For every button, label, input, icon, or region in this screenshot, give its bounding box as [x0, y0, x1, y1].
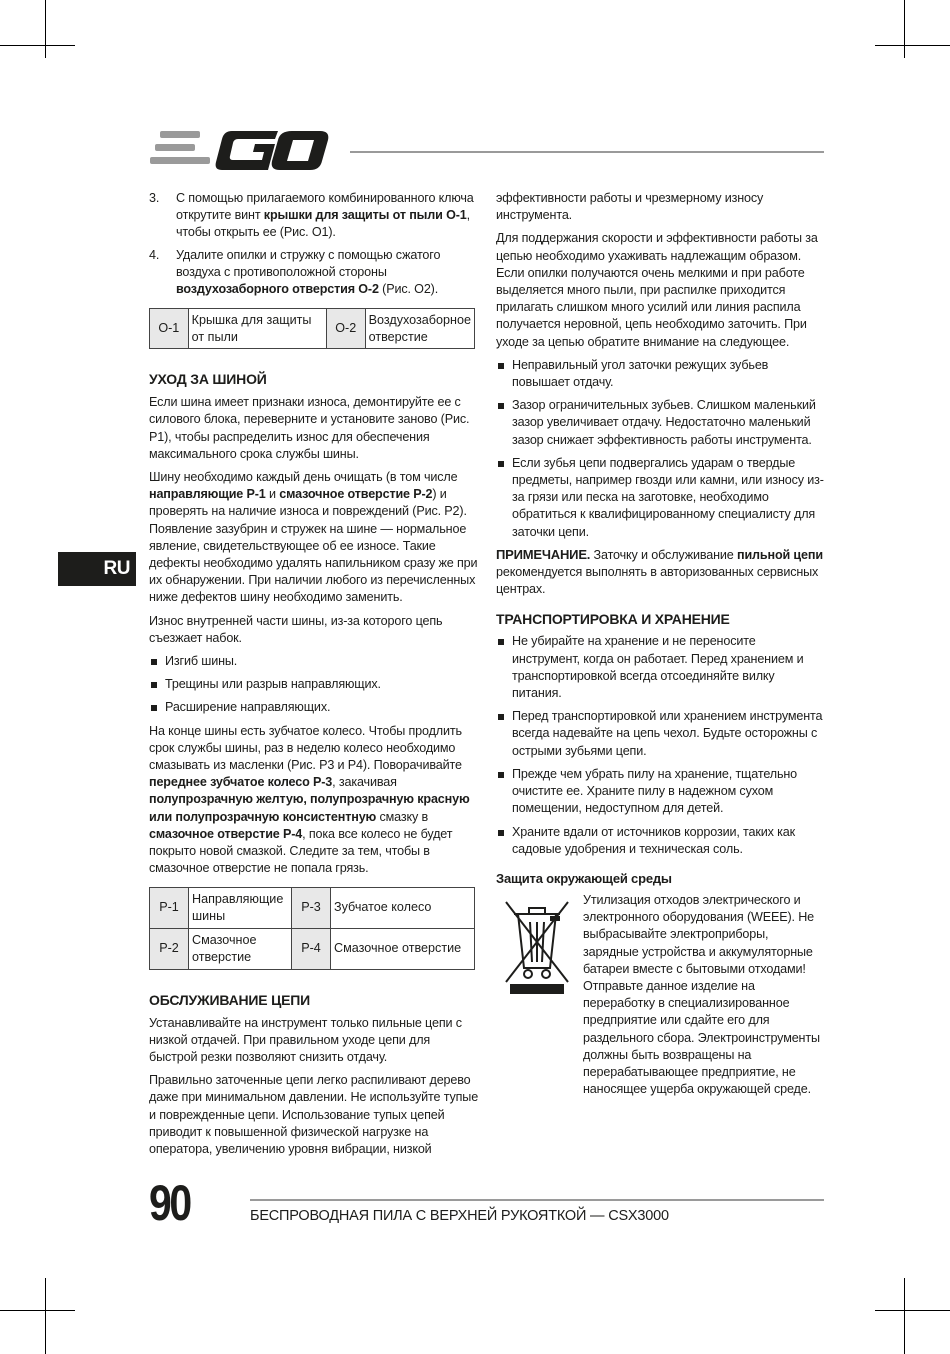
- step-number: 4.: [149, 247, 160, 262]
- footer-rule: [250, 1199, 824, 1201]
- list-item: Если зубья цепи подвергались ударам о твердые предметы, например гвозди или камни, или износу из-за грязи или песка на заготовке, необходимо обратиться к квалифицированному специалисту для заточки цепи.: [496, 455, 826, 541]
- list-item: Прежде чем убрать пилу на хранение, тщательно очистите ее. Храните пилу в надежном сухом помещении, недоступном для детей.: [496, 766, 826, 818]
- legend-label: Направляющие шины: [189, 887, 292, 928]
- dust-cover-legend-table: [149, 308, 475, 349]
- legend-code: P-1: [150, 887, 189, 928]
- legend-code: P-2: [150, 928, 189, 969]
- list-item: Расширение направляющих.: [149, 699, 479, 716]
- bar-legend-table: [149, 887, 475, 970]
- weee-crossed-bin-icon-graphic: [504, 898, 570, 996]
- list-item: Перед транспортировкой или хранением инструмента всегда надевайте на цепь чехол. Будьте осторожны с острыми зубьями цепи.: [496, 708, 826, 760]
- list-item: Зазор ограничительных зубьев. Слишком маленький зазор увеличивает отдачу. Недостаточно маленький зазор снижает эффективность работы инструмента.: [496, 397, 826, 449]
- legend-label: Зубчатое колесо: [331, 887, 475, 928]
- table-row: [150, 928, 475, 969]
- list-item: Изгиб шины.: [149, 653, 479, 670]
- legend-label: Смазочное отверстие: [189, 928, 292, 969]
- ego-logo-graphic: [150, 130, 330, 172]
- bar-care-paragraph: Если шина имеет признаки износа, демонтируйте ее с силового блока, переверните и установите заново (Рис. P1), чтобы распределить износ для обеспечения максимального срока службы шины.: [149, 395, 470, 461]
- note-label: ПРИМЕЧАНИЕ.: [496, 546, 591, 562]
- transport-heading: ТРАНСПОРТИРОВКА И ХРАНЕНИЕ: [496, 611, 730, 628]
- list-item: Не убирайте на хранение и не переносите инструмент, когда он работает. Перед хранением и транспортировкой всегда отсоединяйте вилку питания.: [496, 633, 826, 702]
- sprocket-paragraph: На конце шины есть зубчатое колесо. Чтобы продлить срок службы шины, раз в неделю колесо необходимо смазывать из масленки (Рис. P3 и P4). Поворачивайте переднее зубчатое колесо P-3, закачивая полупрозрачную желтую, полупрозрачную красную или полупрозрачную консистентную смазку в смазочное отверстие P-4, пока все колесо не будет покрыто новой смазкой. Следите за тем, чтобы в смазочное отверстие не попала грязь.: [149, 723, 470, 876]
- chain-paragraph: Устанавливайте на инструмент только пильные цепи с низкой отдачей. При правильном уходе цепи для быстрой резки позволяют снизить отдачу.: [149, 1015, 462, 1064]
- table-row: [150, 887, 475, 928]
- step-3: 3. С помощью прилагаемого комбинированного ключа открутите винт крышки для защиты от пыли O-1, чтобы открыть ее (Рис. O1).: [149, 191, 474, 240]
- bar-care-paragraph: Износ внутренней части шины, из-за которого цепь съезжает набок.: [149, 613, 443, 645]
- legend-label: Воздухозаборное отверстие: [365, 309, 474, 349]
- weee-crossed-bin-icon: [504, 898, 570, 996]
- table-row: [150, 309, 475, 349]
- page-number: 90: [149, 1175, 190, 1231]
- header-rule: [350, 151, 824, 153]
- legend-code: O-2: [326, 309, 365, 349]
- note-paragraph: ПРИМЕЧАНИЕ. Заточку и обслуживание пильной цепи рекомендуется выполнять в авторизованных сервисных центрах.: [496, 546, 823, 597]
- legend-code: P-3: [292, 887, 331, 928]
- bar-care-paragraph: Шину необходимо каждый день очищать (в том числе направляющие P-1 и смазочное отверстие P-2) и проверять на наличие износа и повреждений (Рис. P2). Появление зазубрин и стружек на шине — нормальное явление, свидетельствующее об ее износе. Такие дефекты необходимо удалять напильником сразу же при их обнаружении. При наличии любого из перечисленных ниже дефектов шину необходимо заменить.: [149, 470, 478, 605]
- legend-code: P-4: [292, 928, 331, 969]
- list-item: Неправильный угол заточки режущих зубьев повышает отдачу.: [496, 357, 826, 391]
- list-item: Трещины или разрыв направляющих.: [149, 676, 479, 693]
- chain-paragraph-continued: эффективности работы и чрезмерному износу инструмента.: [496, 191, 764, 223]
- ego-logo: [150, 130, 330, 172]
- left-column: [149, 190, 479, 1158]
- step-4: 4. Удалите опилки и стружку с помощью сжатого воздуха с противоположной стороны воздухозаборного отверстия O-2 (Рис. O2).: [149, 247, 441, 297]
- right-column: [496, 190, 826, 1098]
- environment-heading: Защита окружающей среды: [496, 870, 672, 886]
- list-item: Храните вдали от источников коррозии, таких как садовые удобрения и техническая соль.: [496, 824, 826, 858]
- footer-title: БЕСПРОВОДНАЯ ПИЛА С ВЕРХНЕЙ РУКОЯТКОЙ — CSX3000: [250, 1208, 669, 1224]
- legend-label: Крышка для защиты от пыли: [188, 309, 326, 349]
- legend-code: O-1: [150, 309, 189, 349]
- chain-care-heading: ОБСЛУЖИВАНИЕ ЦЕПИ: [149, 991, 310, 1008]
- chain-paragraph: Для поддержания скорости и эффективности работы за цепью необходимо ухаживать надлежащим образом. Если опилки получаются очень мелкими и при работе выделяется много пыли, при распилке приходится прилагать слишком много усилий или линия распила получается неровной, цепь необходимо заточить. При уходе за цепью обратите внимание на следующее.: [496, 231, 818, 349]
- environment-block: [496, 892, 826, 1098]
- chain-paragraph: Правильно заточенные цепи легко распиливают дерево даже при минимальном давлении. Не используйте тупые и поврежденные цепи. Использование тупых цепей приводит к повышенной физической нагрузке на оператора, увеличению уровня вибрации, низкой: [149, 1073, 479, 1156]
- language-tab-label: RU: [103, 558, 130, 579]
- bar-care-heading: УХОД ЗА ШИНОЙ: [149, 371, 267, 388]
- step-number: 3.: [149, 191, 160, 205]
- legend-label: Смазочное отверстие: [331, 928, 475, 969]
- language-tab: [58, 552, 136, 586]
- environment-text: Утилизация отходов электрического и электронного оборудования (WEEE). Не выбрасывайте электроприборы, зарядные устройства и аккумуляторные батареи вместе с бытовыми отходами! Отправьте данное изделие на переработку в специализированное предприятие или сдайте его для раздельного сбора. Электроинструменты должны быть возвращены на перерабатывающее предприятие, не наносящее ущерба окружающей среде.: [583, 892, 820, 1097]
